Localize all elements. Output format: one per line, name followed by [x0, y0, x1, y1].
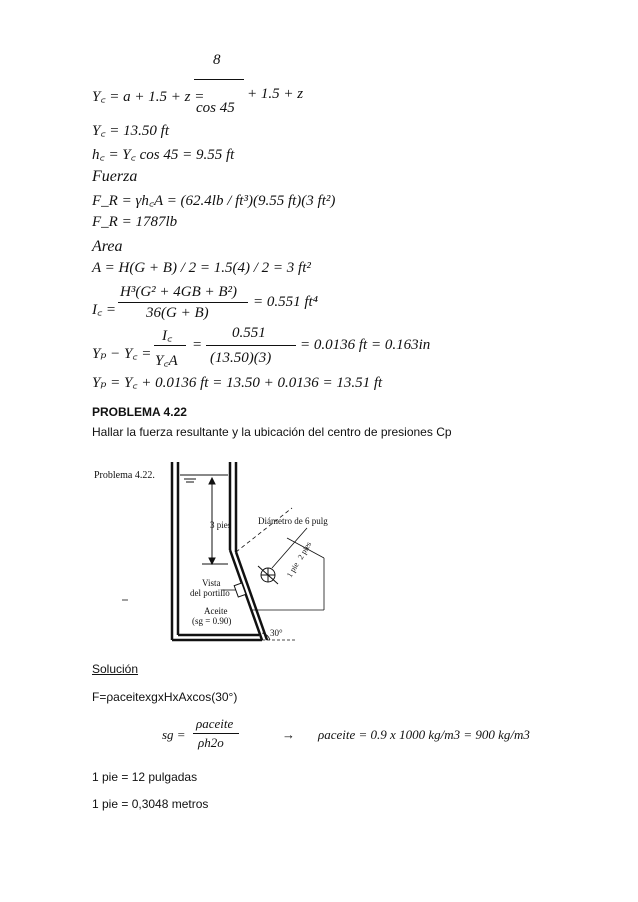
label-1pie: 1 pie	[284, 560, 301, 579]
yp-frac1-numerator: I꜀	[162, 328, 173, 344]
label-angle: 30°	[270, 628, 283, 638]
yc-equation: Y꜀ = a + 1.5 + z =	[92, 89, 205, 105]
yc-fraction-denominator: cos 45	[196, 100, 235, 116]
ic-lhs: I꜀ =	[92, 302, 117, 318]
problem-statement: Hallar la fuerza resultante y la ubicación del centro de presiones Cp	[92, 425, 452, 439]
problem-title: PROBLEMA 4.22	[92, 405, 187, 419]
free-surface	[180, 475, 228, 482]
yp-frac2-numerator: 0.551	[232, 325, 266, 341]
label-vista: Vista	[202, 578, 221, 588]
sg-fraction-bar	[193, 733, 239, 734]
yc-fraction-bar	[194, 79, 244, 80]
yp-frac1-denominator: Y꜀A	[155, 353, 178, 369]
ic-numerator: H³(G² + 4GB + B²)	[120, 284, 238, 300]
label-3pies: 3 pies	[210, 520, 232, 530]
solution-heading: Solución	[92, 662, 139, 676]
fr-formula: F_R = γh꜀A = (62.4lb / ft³)(9.55 ft)(3 ft²)	[92, 193, 336, 209]
tank-diagram	[92, 440, 422, 645]
rho-equation: ρaceite = 0.9 x 1000 kg/m3 = 900 kg/m3	[318, 727, 530, 742]
fr-value: F_R = 1787lb	[92, 214, 178, 230]
yp-lhs: Yₚ − Y꜀ =	[92, 346, 152, 362]
yp-rhs: = 0.0136 ft = 0.163in	[300, 337, 431, 353]
figure-caption: Problema 4.22.	[94, 470, 155, 481]
sg-lhs: sg =	[162, 727, 186, 742]
area-label: Area	[92, 238, 123, 255]
force-equation: F=ρaceitexgxHxAxcos(30°)	[92, 690, 238, 704]
problem-figure	[92, 440, 422, 645]
sg-numerator: ρaceite	[196, 716, 234, 731]
conversion-metros: 1 pie = 0,3048 metros	[92, 797, 209, 811]
sg-denominator: ρh2o	[198, 735, 224, 750]
label-portillo: del portillo	[190, 588, 230, 598]
label-2pies: 2 pies	[295, 540, 314, 561]
label-aceite: Aceite	[204, 606, 228, 616]
yp-equals: =	[192, 337, 203, 353]
area-formula: A = H(G + B) / 2 = 1.5(4) / 2 = 3 ft²	[92, 260, 311, 276]
yp-final: Yₚ = Y꜀ + 0.0136 ft = 13.50 + 0.0136 = 13.51 ft	[92, 375, 383, 391]
projection-line	[236, 508, 292, 552]
yc-value: Y꜀ = 13.50 ft	[92, 123, 169, 139]
ic-denominator: 36(G + B)	[146, 305, 209, 321]
ic-fraction-bar	[118, 302, 248, 303]
label-diametro: Diámetro de 6 pulg	[258, 516, 328, 526]
yp-frac1-bar	[154, 345, 186, 346]
yc-equation-tail: + 1.5 + z	[247, 86, 304, 102]
yp-frac2-bar	[206, 345, 296, 346]
ic-rhs: = 0.551 ft⁴	[253, 294, 318, 310]
label-sg: (sg = 0.90)	[192, 616, 232, 626]
arrow: →	[282, 727, 295, 742]
conversion-pulgadas: 1 pie = 12 pulgadas	[92, 770, 198, 784]
yp-frac2-denominator: (13.50)(3)	[210, 350, 272, 366]
hc-value: h꜀ = Y꜀ cos 45 = 9.55 ft	[92, 147, 235, 163]
fuerza-label: Fuerza	[92, 168, 138, 185]
yc-fraction-numerator: 8	[213, 52, 221, 68]
